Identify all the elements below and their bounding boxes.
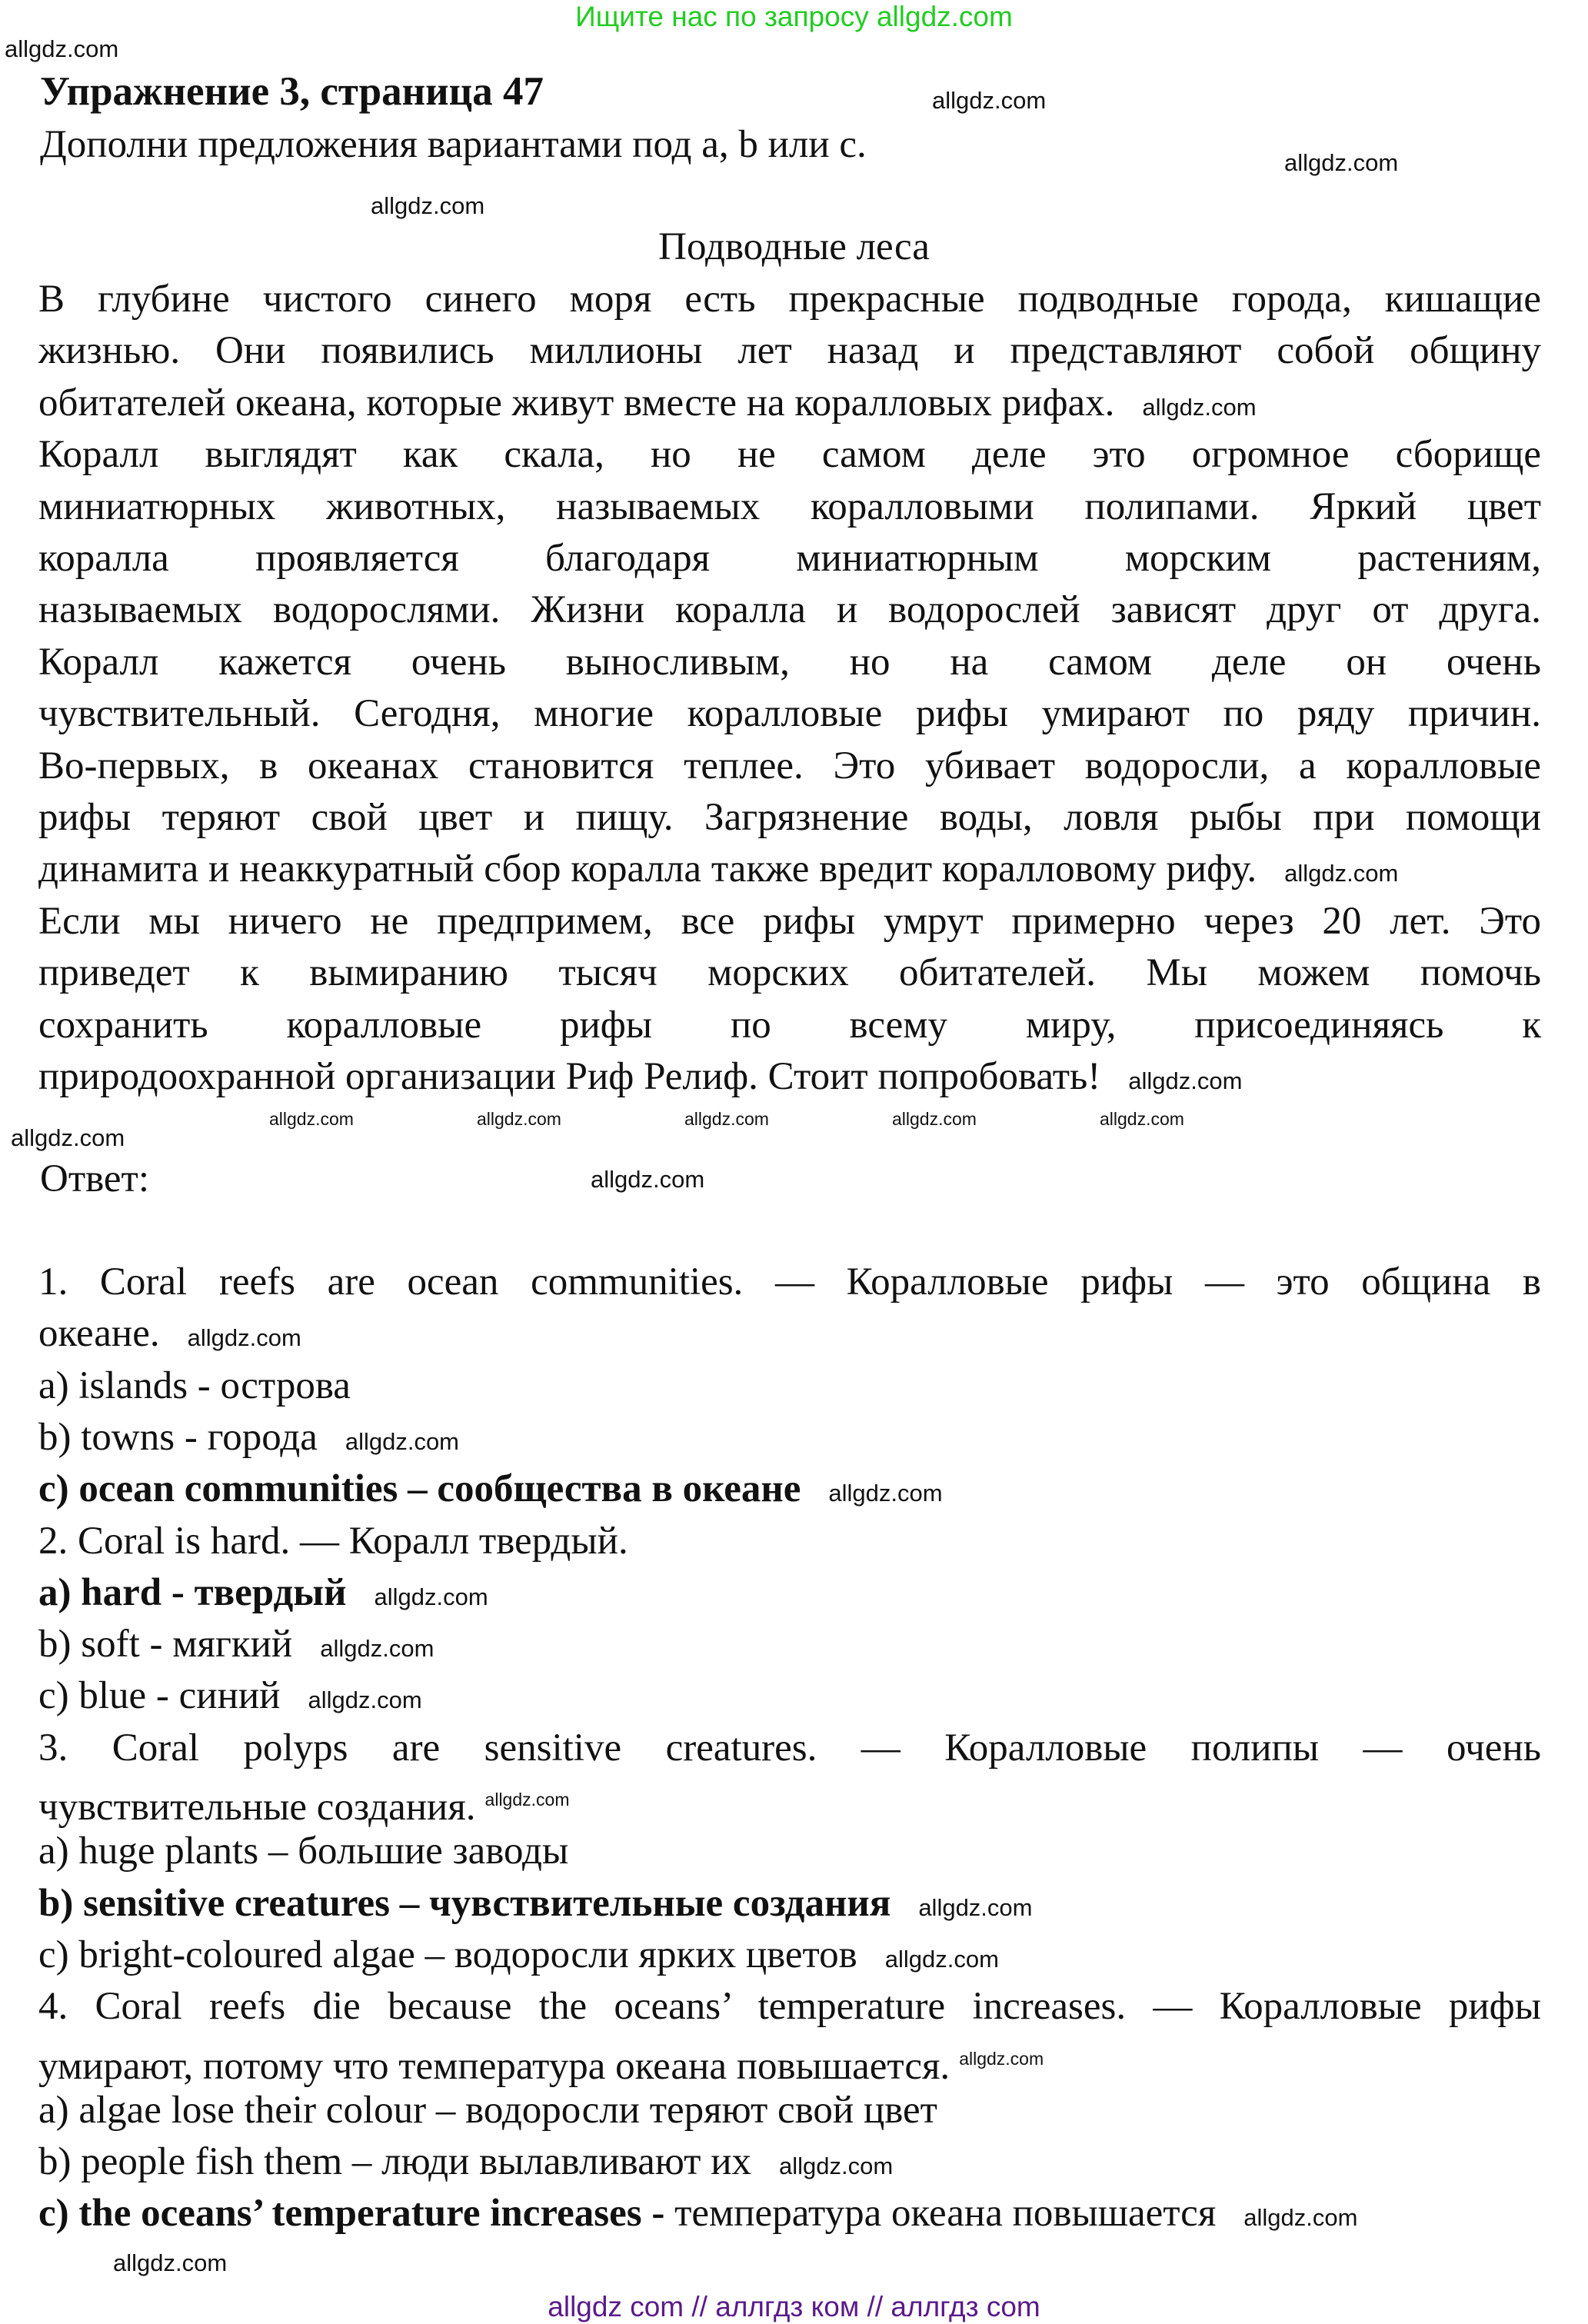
watermark: allgdz.com [320, 1635, 434, 1663]
passage-line-text: Коралл выглядят как скала, но не самом деле это огромное сборище [38, 433, 1541, 477]
passage-line [38, 688, 1541, 740]
passage-title: Подводные леса [658, 225, 930, 268]
answer-line-text: умирают, потому что температура океана повышается. [38, 2044, 950, 2088]
answer-line [38, 1567, 488, 1619]
watermark: allgdz.com [187, 1324, 301, 1352]
answer-line-text: a) huge plants – большие заводы [38, 1830, 569, 1873]
passage-line-text: обитателей океана, которые живут вместе на коралловых рифах. [38, 381, 1115, 425]
watermark: allgdz.com [371, 192, 485, 219]
passage-line-text: сохранить коралловые рифы по всему миру, присоединяясь к [38, 1003, 1541, 1047]
answer-line-text: чувствительные создания. [38, 1786, 476, 1829]
passage-line [38, 741, 1541, 792]
exercise-instruction: Дополни предложения вариантами под a, b или c. [40, 123, 867, 166]
answer-line-text: a) hard - твердый [38, 1570, 347, 1614]
passage-line-text: Во-первых, в океанах становится теплее. Это убивает водоросли, а коралловые [38, 744, 1541, 787]
answer-line-text: c) bright-coloured algae – водоросли ярких цветов [38, 1933, 857, 1976]
passage-line-text: рифы теряют свой цвет и пищу. Загрязнение воды, ловля рыбы при помощи [38, 796, 1541, 839]
watermark: allgdz.com [932, 87, 1047, 114]
passage-line-text: В глубине чистого синего моря есть прекрасные подводные города, кишащие [38, 278, 1541, 321]
passage-line-text: динамита и неаккуратный сбор коралла также вредит коралловому рифу. [38, 847, 1257, 891]
answer-line-text: b) sensitive creatures – чувствительные создания [38, 1881, 891, 1925]
answer-line [38, 2136, 893, 2188]
exercise-title: Упражнение 3, страница 47 [40, 69, 544, 114]
watermark: allgdz.com [11, 1124, 125, 1151]
passage-line [38, 844, 1398, 895]
answer-line-text: b) towns - города [38, 1415, 318, 1459]
answer-label: Ответ: [40, 1157, 149, 1200]
bottom-site-banner[interactable]: allgdz com // аллгдз ком // аллгдз com [548, 2291, 1040, 2322]
passage-line [38, 637, 1541, 688]
passage-line [38, 1000, 1541, 1051]
answer-line-text: 2. Coral is hard. — Коралл твердый. [38, 1519, 628, 1563]
answer-line-text: a) islands - острова [38, 1363, 351, 1407]
watermark: allgdz.com [269, 1109, 354, 1129]
watermark: allgdz.com [779, 2153, 894, 2180]
passage-line [38, 325, 1541, 377]
watermark: allgdz.com [1284, 149, 1399, 176]
answer-line [38, 2085, 937, 2136]
passage-line-text: называемых водорослями. Жизни коралла и водорослей зависят друг от друга. [38, 588, 1541, 632]
answer-line-segment: температура океана повышается [664, 2192, 1217, 2236]
watermark: allgdz.com [1243, 2204, 1358, 2232]
watermark: allgdz.com [892, 1109, 977, 1129]
passage-line-text: жизнью. Они появились миллионы лет назад и представляют собой общину [38, 329, 1541, 373]
answer-line [38, 1670, 422, 1722]
answer-line [38, 1619, 434, 1670]
answer-line-text: 4. Coral reefs die because the oceans’ temperature increases. — Коралловые рифы [38, 1985, 1541, 2029]
answer-line-segment: c) the oceans’ temperature increases - [38, 2192, 665, 2236]
watermark: allgdz.com [591, 1166, 705, 1193]
answer-line [38, 1826, 568, 1877]
watermark: allgdz.com [1128, 1067, 1243, 1094]
answer-line [38, 1516, 628, 1567]
watermark: allgdz.com [884, 1945, 999, 1973]
answer-line-text: b) soft - мягкий [38, 1623, 293, 1666]
answer-line [38, 1360, 351, 1412]
answer-line-text: c) blue - синий [38, 1674, 281, 1718]
passage-line [38, 378, 1257, 429]
watermark: allgdz.com [684, 1109, 769, 1129]
watermark: allgdz.com [477, 1109, 561, 1129]
watermark: allgdz.com [5, 35, 119, 62]
answer-line [38, 1463, 943, 1515]
answer-line [38, 1723, 1541, 1774]
passage-line [38, 481, 1541, 533]
answer-line [38, 2188, 1357, 2239]
answer-line-text: океане. [38, 1312, 160, 1356]
answer-line-text: b) people fish them – люди вылавливают их [38, 2140, 751, 2184]
top-search-banner[interactable]: Ищите нас по запросу allgdz.com [575, 1, 1013, 32]
answer-line [38, 1774, 570, 1829]
answer-line [38, 1412, 459, 1463]
passage-line-text: Коралл кажется очень выносливым, но на самом деле он очень [38, 640, 1541, 684]
watermark: allgdz.com [1100, 1109, 1184, 1129]
passage-line-text: Если мы ничего не предпримем, все рифы умрут примерно через 20 лет. Это [38, 899, 1541, 943]
answer-line [38, 1878, 1033, 1929]
watermark: allgdz.com [1142, 393, 1257, 421]
passage-line [38, 792, 1541, 844]
passage-line [38, 947, 1541, 999]
passage-line [38, 1051, 1242, 1103]
watermark: allgdz.com [918, 1893, 1033, 1921]
passage-line [38, 584, 1541, 636]
answer-line-text: c) ocean communities – сообщества в океане [38, 1467, 801, 1511]
passage-line [38, 274, 1541, 325]
answer-line-text: 1. Coral reefs are ocean communities. — Коралловые рифы — это община в [38, 1260, 1541, 1304]
passage-line-text: миниатюрных животных, называемых коралловыми полипами. Яркий цвет [38, 484, 1541, 528]
passage-line-text: чувствительный. Сегодня, многие коралловые рифы умирают по ряду причин. [38, 692, 1541, 736]
passage-line-text: приведет к вымиранию тысяч морских обитателей. Мы можем помочь [38, 951, 1541, 995]
answer-line-text: a) algae lose their colour – водоросли теряют свой цвет [38, 2088, 937, 2132]
watermark: allgdz.com [1284, 860, 1399, 887]
watermark: allgdz.com [484, 1790, 570, 1810]
watermark: allgdz.com [113, 2249, 228, 2276]
passage-line [38, 533, 1541, 584]
watermark: allgdz.com [345, 1427, 460, 1455]
answer-line [38, 1308, 301, 1360]
passage-line-text: природоохранной организации Риф Релиф. Стоит попробовать! [38, 1055, 1101, 1098]
passage-line [38, 896, 1541, 947]
answer-line [38, 1257, 1541, 1308]
watermark: allgdz.com [374, 1583, 488, 1610]
passage-line-text: коралла проявляется благодаря миниатюрным морским растениям, [38, 537, 1541, 580]
watermark: allgdz.com [308, 1686, 422, 1714]
answer-line [38, 2033, 1044, 2088]
answer-line-text: 3. Coral polyps are sensitive creatures. — Коралловые полипы — очень [38, 1726, 1541, 1770]
passage-line [38, 429, 1541, 481]
watermark: allgdz.com [959, 2048, 1044, 2069]
answer-line [38, 1929, 999, 1981]
watermark: allgdz.com [828, 1480, 943, 1507]
answer-line [38, 1981, 1541, 2033]
